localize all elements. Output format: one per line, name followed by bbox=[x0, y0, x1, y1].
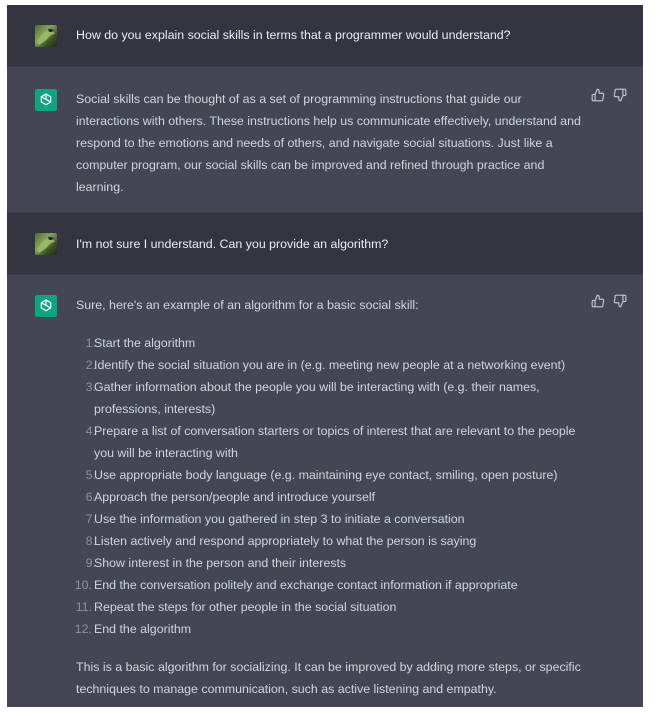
assistant-avatar bbox=[35, 89, 57, 111]
step-number: 3. bbox=[85, 380, 96, 394]
user-avatar bbox=[35, 25, 57, 47]
step-number: 12. bbox=[74, 622, 92, 636]
step-text: Start the algorithm bbox=[94, 336, 196, 350]
step-number: 6. bbox=[85, 490, 96, 504]
step-number: 8. bbox=[85, 534, 96, 548]
step-text: Use appropriate body language (e.g. maintaining eye contact, smiling, open posture) bbox=[94, 468, 558, 482]
step-text: Identify the social situation you are in (e.g. meeting new people at a networking event) bbox=[94, 358, 566, 372]
thumbs-down-icon bbox=[613, 294, 627, 308]
step-text: Use the information you gathered in step 3 to initiate a conversation bbox=[94, 512, 465, 526]
algorithm-step bbox=[76, 332, 587, 354]
step-number: 10. bbox=[74, 578, 92, 592]
thumbs-up-button[interactable] bbox=[591, 88, 605, 102]
thumbs-down-button[interactable] bbox=[613, 294, 627, 308]
user-message-text: I'm not sure I understand. Can you provide an algorithm? bbox=[76, 237, 389, 251]
thumbs-down-icon bbox=[613, 88, 627, 102]
user-message-text: How do you explain social skills in terms that a programmer would understand? bbox=[76, 28, 511, 42]
step-number: 9. bbox=[85, 556, 96, 570]
answer-intro: Sure, here's an example of an algorithm for a basic social skill: bbox=[76, 298, 419, 312]
algorithm-step bbox=[76, 574, 587, 596]
algorithm-step bbox=[76, 420, 587, 464]
openai-logo-icon bbox=[38, 298, 54, 314]
user-avatar bbox=[35, 233, 57, 255]
feedback-buttons bbox=[591, 88, 627, 102]
step-text: Prepare a list of conversation starters or topics of interest that are relevant to the people you will be interacting with bbox=[94, 424, 576, 460]
thumbs-up-button[interactable] bbox=[591, 294, 605, 308]
algorithm-step bbox=[76, 486, 587, 508]
user-avatar-image bbox=[35, 233, 57, 255]
algorithm-step bbox=[76, 508, 587, 530]
thumbs-down-button[interactable] bbox=[613, 88, 627, 102]
assistant-avatar bbox=[35, 295, 57, 317]
chat-transcript bbox=[7, 5, 643, 707]
step-number: 2. bbox=[85, 358, 96, 372]
step-text: End the algorithm bbox=[94, 622, 192, 636]
user-avatar-image bbox=[35, 25, 57, 47]
assistant-message-body bbox=[76, 294, 587, 700]
algorithm-step bbox=[76, 376, 587, 420]
algorithm-step bbox=[76, 464, 587, 486]
thumbs-up-icon bbox=[591, 294, 605, 308]
feedback-buttons bbox=[591, 294, 627, 308]
algorithm-step bbox=[76, 530, 587, 552]
openai-logo-icon bbox=[38, 92, 54, 108]
algorithm-steps-list bbox=[76, 332, 587, 640]
step-text: Gather information about the people you will be interacting with (e.g. their names, professions, interests) bbox=[94, 380, 540, 416]
step-number: 5. bbox=[85, 468, 96, 482]
step-number: 1. bbox=[85, 336, 96, 350]
algorithm-step bbox=[76, 354, 587, 376]
algorithm-step bbox=[76, 596, 587, 618]
step-number: 11. bbox=[75, 600, 92, 614]
answer-outro: This is a basic algorithm for socializing. It can be improved by adding more steps, or specific techniques to manage communication, such as active listening and empathy. bbox=[76, 660, 581, 696]
assistant-message-1 bbox=[7, 67, 643, 213]
assistant-message-text: Social skills can be thought of as a set of programming instructions that guide our interactions with others. These instructions help us communicate effectively, understand and respond to the emotions and needs of others, and navigate social situations. Just like a computer program, our social skills can be improved and refined through practice and learning. bbox=[76, 92, 581, 194]
step-text: Listen actively and respond appropriately to what the person is saying bbox=[94, 534, 477, 548]
thumbs-up-icon bbox=[591, 88, 605, 102]
step-text: Show interest in the person and their interests bbox=[94, 556, 347, 570]
step-number: 4. bbox=[85, 424, 96, 438]
assistant-message-2 bbox=[7, 275, 643, 707]
user-message-2 bbox=[7, 213, 643, 275]
algorithm-step bbox=[76, 618, 587, 640]
step-text: Approach the person/people and introduce yourself bbox=[94, 490, 376, 504]
step-text: End the conversation politely and exchange contact information if appropriate bbox=[94, 578, 518, 592]
step-number: 7. bbox=[85, 512, 96, 526]
user-message-1 bbox=[7, 5, 643, 67]
step-text: Repeat the steps for other people in the social situation bbox=[94, 600, 397, 614]
algorithm-step bbox=[76, 552, 587, 574]
